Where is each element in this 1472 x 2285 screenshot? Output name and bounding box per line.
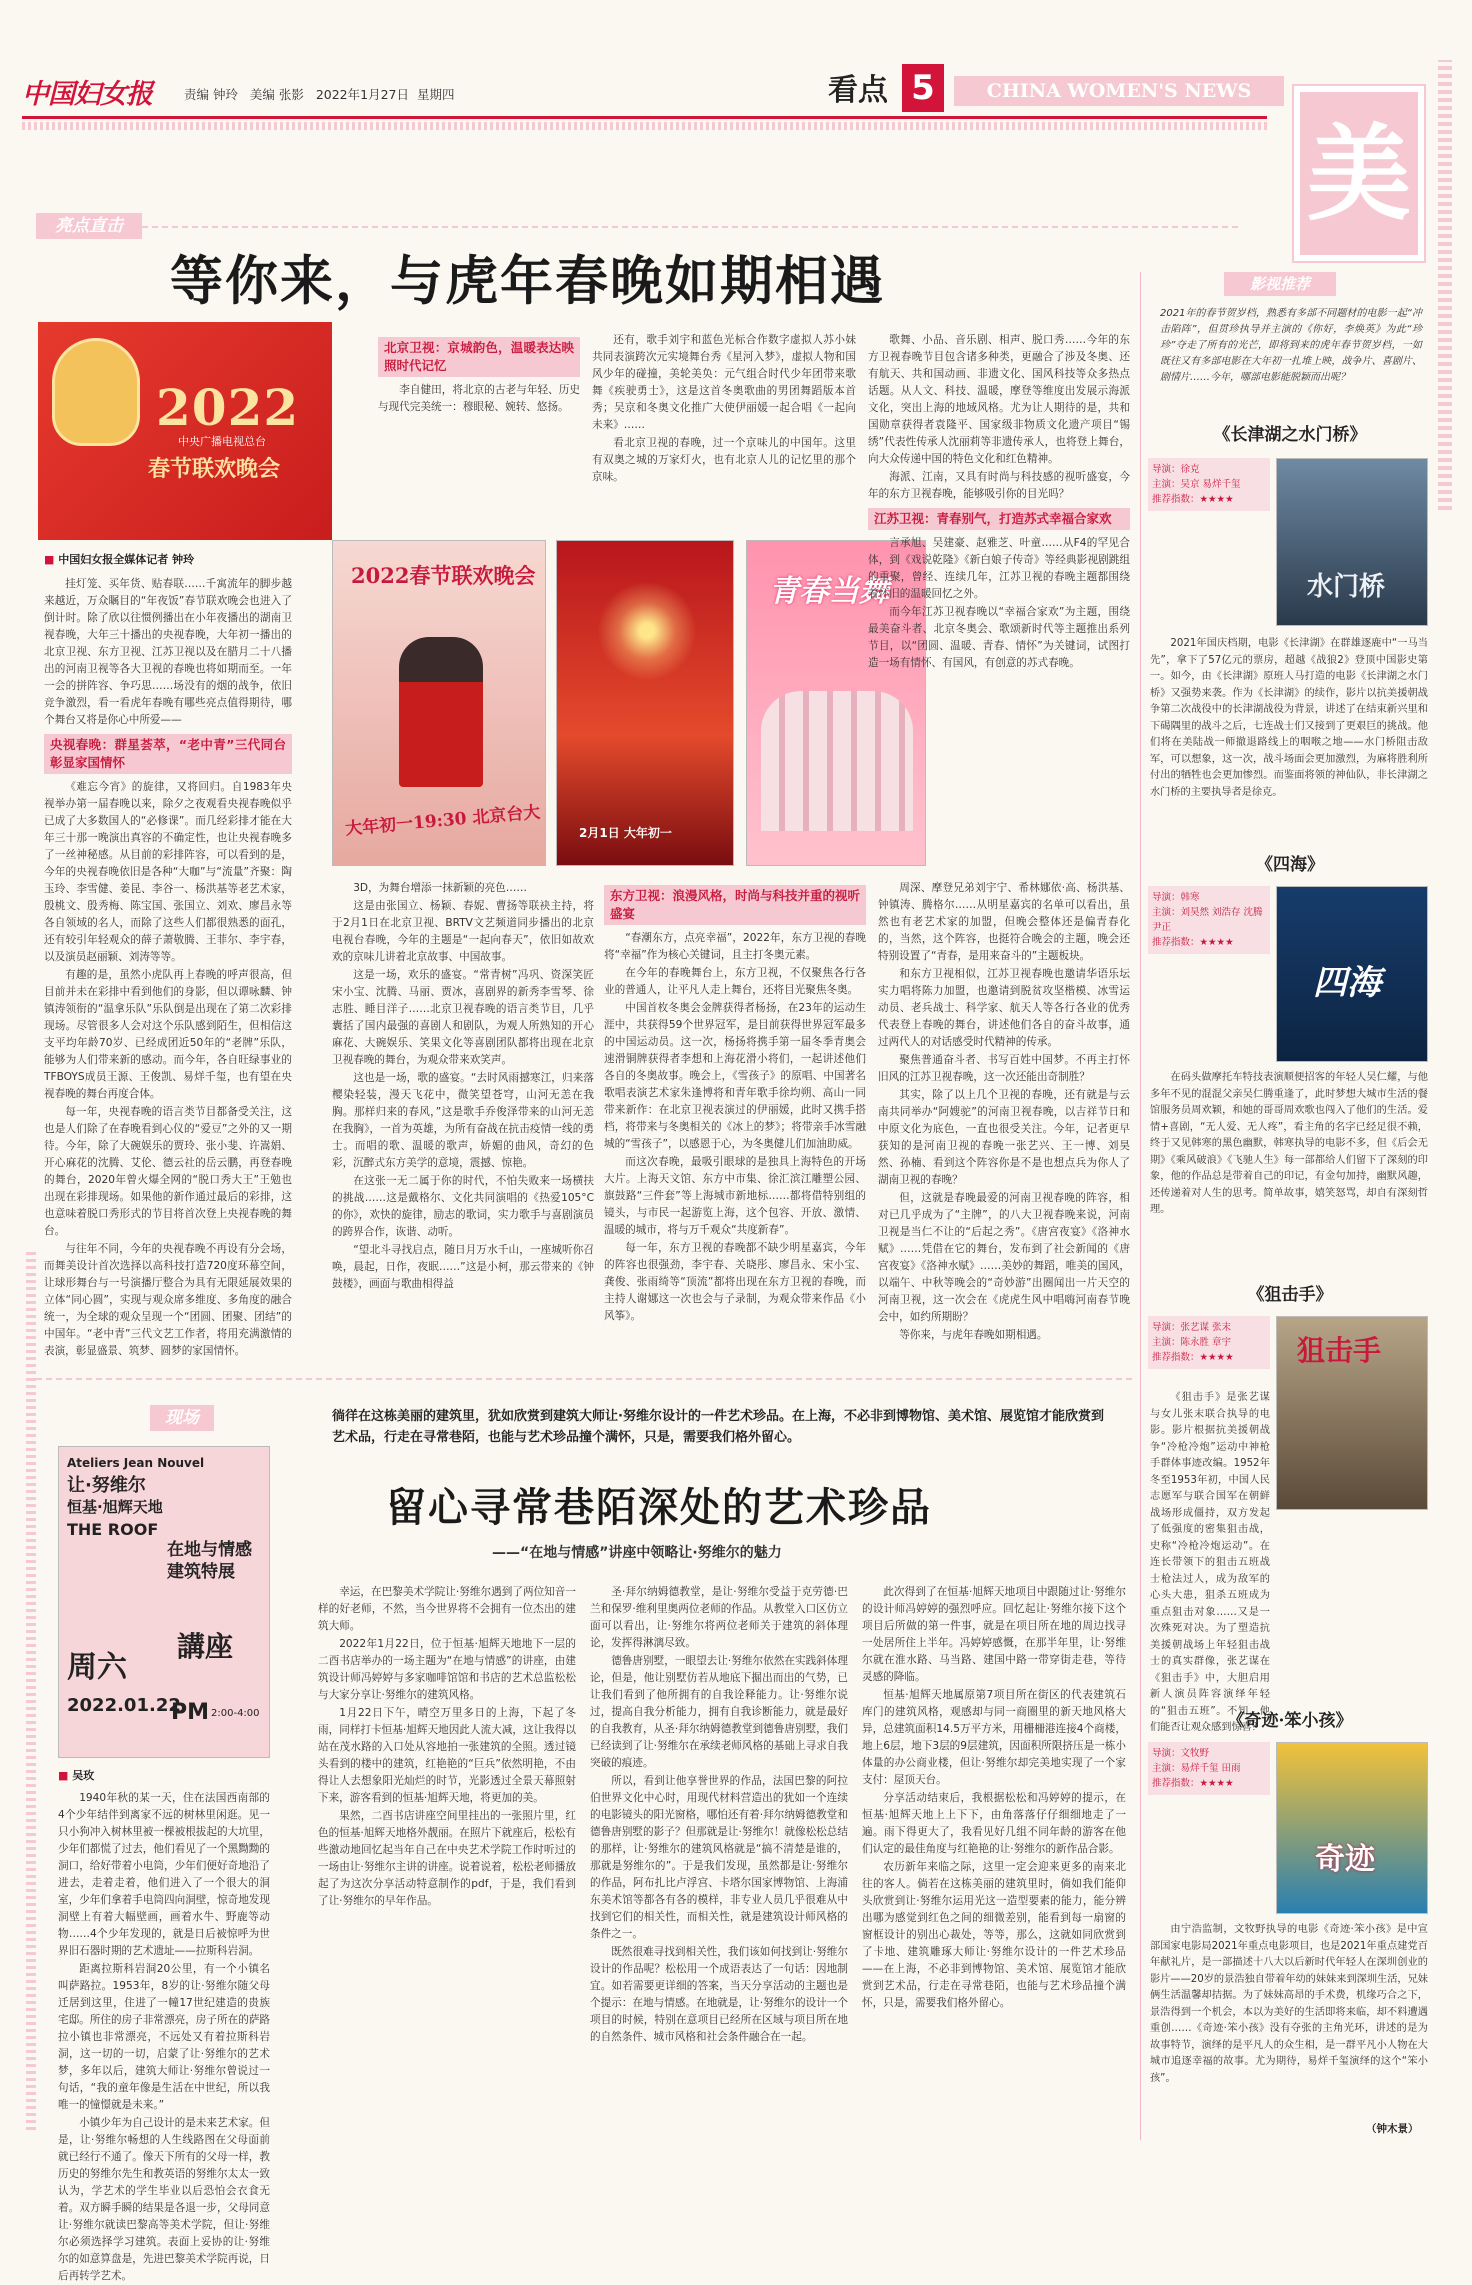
movie-3-stars: ★★★★ (1199, 1352, 1234, 1363)
poster-brand: Ateliers Jean Nouvel (67, 1456, 205, 1470)
dragon-tv-poster-footer: 2月1日 大年初一 (579, 826, 672, 840)
movie-3-title: 《狙击手》 (1247, 1284, 1333, 1305)
top-para-14: “望北斗寻找启点，随日月万水千山，一座城听你召唤，晨起，日作，夜眠……”这是小柯，那云带来的《钟鼓楼》，画面与歌曲相得益 (332, 1244, 594, 1290)
bottom-para-6: 1月22日下午，晴空万里多日的上海，下起了冬雨，同样打卡恒基·旭辉天地因此人流大减，这让我得以站在茂水路的入口处从容地拍一张建筑的全照。透过镜头看到的楼中的建筑，红艳艳的“巨兵”依然明艳，不由得让人去想象阳光灿烂的时节，光影透过全景天幕照射下来，游客看到的恒基·旭辉天地，将更加的美。 (318, 1707, 576, 1804)
top-subhead-2: 北京卫视：京城韵色，温暖表达映照时代记忆 (378, 337, 580, 377)
top-para-4: 每一年，央视春晚的语言类节目都备受关注，这也是人们除了在春晚看到心仪的“爱豆”之外的又一期待。今年，除了大碗娱乐的贾玲、张小斐、许嵩娟、开心麻花的沈腾、艾伦、德云社的岳云鹏，再登春晚的舞台，2020年曾火爆全网的“脱口秀大王”王勉也出现在彩排现场。如果他的新作通过最后的彩排，这也意味着脱口秀形式的节目将首次登上央视春晚的舞台。 (44, 1106, 292, 1237)
movie-4-summary: 由宁浩监制，文牧野执导的电影《奇迹·笨小孩》是中宣部国家电影局2021年重点电影项目，也是2021年重点建党百年献礼片，是一部描述十八大以后新时代年轻人在深圳创业的影片——20岁的景浩独自带着年幼的妹妹来到深圳生活，兄妹俩生活温馨却拮据。为了妹妹高昂的手术费，机缘巧合之下，景浩得到一个机会，本以为美好的生活即将来临，却不料遭遇重创……《奇迹·笨小孩》没有夺张的主角光环，讲述的是为故事特节，演绎的是平凡人的众生相，是一群平凡小人物在大城市追逐幸福的故事。尤为期待，易烊千玺演绎的这个“笨小孩”。 (1150, 1924, 1428, 2084)
top-para-8: 看北京卫视的春晚，过一个京味儿的中国年。这里有双奥之城的万家灯火，也有北京人儿的记忆里的那个京味。 (592, 437, 856, 483)
movie-3-director: 导演：张艺谋 张末 (1152, 1322, 1232, 1333)
top-para-21: 海派、江南，又具有时尚与科技感的视听盛宴，今年的东方卫视春晚，能够吸引你的目光吗？ (868, 471, 1130, 500)
top-col-3-lower (604, 880, 866, 1358)
movie-3-cast: 主演：陈永胜 章宇 (1152, 1337, 1232, 1348)
poster-date: 2022.01.22 (67, 1695, 181, 1716)
top-para-7: 还有，歌手刘宇和蓝色光标合作数字虚拟人苏小妹共同表演跨次元实境舞台秀《星河入梦》，虚拟人物和国风少年的碰撞，美轮美奂：元气组合时代少年团带来歌舞《疾驶勇士》，这是这首冬奥歌曲的男团舞蹈版本首秀；吴京和冬奥文化推广大使伊丽媛一起合唱《一起向未来》…… (592, 334, 856, 431)
top-para-22: 言承旭、吴建豪、赵雅芝、叶童……从F4的罕见合体，到《戏说乾隆》《新白娘子传奇》等经典影视剧跳组的重聚，曾经、连续几年，江苏卫视的春晚主题都围绕着怀旧的温暖回忆之外。 (868, 537, 1130, 600)
movie-4-cast: 主演：易烊千玺 田雨 (1152, 1763, 1241, 1774)
movie-1-poster (1276, 458, 1428, 626)
bottom-para-9: 德鲁唐别墅，一眼望去让·努维尔依然在实践斜体理论，但是，他让别墅仿若从地底下掘出而出的气势，已让我们看到了他所拥有的自我诠释能力。让·努维尔说过，提高自我分析能力，拥有自我诊断能力，就是最好的自我教育，从圣·拜尔纳姆德教堂到德鲁唐别墅，我们已经读到了让·努维尔在承续老师风格的基础上寻求自我突破的痕迹。 (590, 1655, 848, 1769)
bottom-para-10: 所以，看到让他享誉世界的作品，法国巴黎的阿拉伯世界文化中心时，用现代材料营造出的犹如一个连续的电影镜头的阳光窗格，哪怕还有着·拜尔纳姆德教堂和德鲁唐别墅的影子？但那就是让·努维尔！就像松松总结的那样，让·努维尔的建筑风格就是“搞不清楚是谁的，那就是努维尔的”。于是我们发现，虽然都是让·努维尔的作品，阿布扎比卢浮宫、卡塔尔国家博物馆、上海浦东美术馆等都各有各的模样，非专业人员几乎很难从中找到它们的相关性，而相关性，就是建筑设计师风格的条件之一。 (590, 1775, 848, 1940)
english-masthead: CHINA WOMEN'S NEWS (954, 76, 1284, 106)
fireworks-icon (597, 581, 697, 681)
top-col-2-lower (332, 880, 594, 1358)
top-section-tag: 亮点直击 (36, 213, 142, 239)
movie-1-stars: ★★★★ (1199, 494, 1234, 505)
movie-3-poster (1276, 1316, 1428, 1510)
top-para-24: 周深、摩登兄弟刘宇宁、希林娜依·高、杨洪基、钟镇涛、腾格尔……从明星嘉宾的名单可以看出，虽然也有老艺术家的加盟，但晚会整体还是偏青春化的，当然，这个阵容，也挺符合晚会的主题，晚会还特别设置了“青春，是用来奋斗的”主题板块。 (878, 882, 1130, 962)
bottom-col-1 (58, 1790, 270, 2282)
movie-3-summary: 《狙击手》是张艺谋与女儿张末联合执导的电影。影片根据抗美援朝战争“冷枪冷炮”运动中神枪手群体事迹改编。1952年冬至1953年初，中国人民志愿军与联合国军在朝鲜战场形成僵持，双方发起了低强度的密集狙击战，史称“冷枪冷炮运动”。在连长带领下的狙击五班战士枪法过人，成为敌军的心头大患，狙杀五班成为重点狙击对象……又是一次殊死对决。为了塑造抗美援朝战场上年轻狙击战士的真实群像，张艺谋在《狙击手》中，大胆启用新人演员阵容演绎年轻的“狙击五班”。不知，他们能否让观众感到惊喜？ (1150, 1392, 1270, 1733)
sidebar-byline: （钟木景） (1366, 2123, 1419, 2135)
bottom-para-2: 距离拉斯科岩洞20公里，有一个小镇名叫萨路拉。1953年，8岁的让·努维尔随父母迁居到这里，住进了一幢17世纪建造的贵族宅邸。所住的房子非常漂亮，房子所在的萨路拉小镇也非常漂亮，不远处又有着拉斯科岩洞，这一切的一切，启蒙了让·努维尔的艺术梦，多年以后，建筑大师让·努维尔曾说过一句话，“我的童年像是生活在中世纪，所以我唯一的憧憬就是未来。” (58, 1963, 270, 2111)
top-subhead-3: 东方卫视：浪漫风格，时尚与科技并重的视听盛宴 (604, 885, 866, 925)
sidebar-intro: 2021年的春节贺岁档，熟悉有多部不同题材的电影一起“冲击陷阵”，但贯珍执导并主演的《你好，李焕英》为此“珍珍”夺走了所有的光芒，即将到来的虎年春节贺岁档，一如既往又有多部电影在大年初一扎堆上映，战争片、喜剧片、剧情片……今年，哪部电影能脱颖而出呢？ (1160, 308, 1422, 383)
beauty-char: 美 (1306, 111, 1411, 235)
top-byline: ■ 中国妇女报全媒体记者 钟玲 (44, 553, 195, 566)
bottom-para-5: 2022年1月22日，位于恒基·旭辉天地地下一层的二酉书店举办的一场主题为“在地与情感”的讲座，由建筑设计师冯婷婷与多家咖啡馆馆和书店的艺术总监松松与大家分享让·努维尔的建筑风格。 (318, 1638, 576, 1701)
top-para-13: 在这张一无二属于你的时代，不怕失败来一场横扶的挑战……这是戴格尔、文化共同演唱的《热爱105°C的你》，欢快的旋律，励志的歌词，实力歌手与喜剧演员的跨界合作，诙谐、动听。 (332, 1175, 594, 1238)
issue-weekday: 星期四 (416, 87, 455, 102)
bottom-para-12: 此次得到了在恒基·旭辉天地项目中跟随过让·努维尔的设计师冯婷婷的强烈呼应。回忆起让·努维尔接下这个项目后所做的第一件事，就是在项目所在地的周边找寻一处居所住上半年。冯婷婷感慨，在那半年里，让·努维尔就在淮水路、马当路、建国中路一带穿街走巷，等待灵感的降临。 (862, 1586, 1126, 1683)
top-para-6: 李自健田，将北京的古老与年轻、历史与现代完美统一：穆眼秘、婉转、悠扬。 (378, 384, 580, 413)
bottom-subhead: ——“在地与情感”讲座中领略让·努维尔的魅力 (492, 1545, 782, 1561)
bottom-para-15: 农历新年来临之际，这里一定会迎来更多的南来北往的客人。倘若在这栋美丽的建筑里时，倘如我们能仰头欣赏到让·努维尔运用光这一造型要素的能力，能分辨出哪为感觉到红色之间的细微差别，能看到每一扇窗的窗框设计的别出心裁处，等等，那么，这就如同欣赏到了卡地、建筑雕琢大师让·努维尔设计的一件艺术珍品——在上海，不必非到博物馆、美术馆、展览馆才能欣赏到艺术品，行走在寻常巷陌，也能与艺术珍品撞个满怀，只是，需要我们格外留心。 (862, 1861, 1126, 2009)
section-name: 看点 (828, 73, 888, 108)
movie-3-rating-label: 推荐指数： (1152, 1352, 1200, 1363)
movie-4-stars: ★★★★ (1199, 1778, 1234, 1789)
right-edge-stripes (1438, 60, 1452, 510)
tiger-mascot-icon (52, 338, 140, 446)
movie-2-summary: 在码头做摩托车特技表演顺便招客的年轻人吴仁耀，与他多年不见的混混父亲吴仁腾重逢了，此时梦想大城市生活的餐馆服务员周欢颖，和她的哥哥周欢歌也闯入了他们的生活。爱情+喜剧，“无人爱、无人疼”，看主角的名字已经足很不赖，终于又见韩寒的黑色幽默，韩寒执导的电影不多，但《后会无期》《乘风破浪》《飞驰人生》每一部都给人们留下了深刻的印象，他的作品总是带着自己的印记，有金句加持，幽默风趣，还传递着对人生的思考。简单故事，嬉笑怒骂，却自有深刻哲理。 (1150, 1072, 1428, 1215)
movie-2-poster-title: 四海 (1313, 963, 1381, 1003)
movie-2-title: 《四海》 (1256, 854, 1324, 875)
top-subhead-1: 央视春晚：群星荟萃，“老中青”三代同台彰显家国情怀 (44, 734, 292, 774)
top-para-2: 《难忘今宵》的旋律，又将回归。自1983年央视举办第一届春晚以来，除夕之夜观看央视春晚似乎已成了大多数国人的“必修课”。而几经彩排才能在大年三十那一晚演出真容的不确定性，也让央视春晚多了一丝神秘感。从目前的彩排阵容，可以看到的是，今年的央视春晚依旧是各种“大咖”与“流量”齐聚：陶玉玲、李雪健、姜昆、李谷一、杨洪基等老艺术家，殷桃文、殷秀梅、陈宝国、张国立、刘欢、廖昌永等各自领域的名人，而除了这些人们都很熟悉的面孔，还有较引年轻观众的薛子萧敬腾、王菲尔、李宇春，以及演员赵丽颖、刘涛等等。 (44, 781, 292, 963)
movie-3-info (1148, 1316, 1270, 1369)
bottom-para-1: 1940年秋的某一天，住在法国西南部的4个少年结伴到离家不远的树林里闲逛。见一只小狗冲入树林里被一棵被根拔起的大坑里，少年们都慌了过去，他们看见了一个黑黝黝的洞口，给好带着小电筒，少年们便好奇地沿了进去，走着走着，他们进入了一个很大的洞室，少年们拿着手电筒四向洞壁，惊奇地发现洞壁上有着大幅壁画，画着水牛、野鹿等动物……4个少年发现的，就是日后被惊呼为世界旧石器时期的艺术遗址——拉斯科岩洞。 (58, 1792, 270, 1957)
poster-broadcaster: 中央广播电视总台 (178, 435, 266, 448)
bottom-para-4: 幸运，在巴黎美术学院让·努维尔遇到了两位知音一样的好老师，不然，当今世界将不会拥有一位杰出的建筑大师。 (318, 1586, 576, 1632)
top-para-27: 其实，除了以上几个卫视的春晚，还有就是与云南共同举办“阿嫂驼”的河南卫视春晚，以吉祥节日和中原文化为底色，一直也很受关注。今年，记者更早获知的是河南卫视的春晚一张艺兴、王一博、刘昊然、孙楠、看到这个阵容你是不是也想点兵为你人了湖南卫视的春晚？ (878, 1089, 1130, 1186)
top-subhead-4: 江苏卫视：青春别气，打造苏式幸福合家欢 (868, 508, 1130, 530)
poster-day: 周六 (67, 1650, 127, 1685)
bottom-para-13: 恒基·旭辉天地属原第7项目所在街区的代表建筑石库门的建筑风格，观感却与同一商圈里的新天地风格大异，总建筑面积14.5万平方米，用栅柵港连接4个商楼，地上6层，地下3层的9层建筑，因面积所限挤压是一栋小体量的办公商业楼，但让·努维尔却完美地实现了一个家支付：屋顶天台。 (862, 1689, 1126, 1786)
top-para-18: 而这次春晚，最吸引眼球的是独具上海特色的开场大片。上海天文馆、东方中市集、徐汇滨江雕塑公园、旗鼓路“三件套”等上海城市新地标……都将借特别组的镜头，与市民一起游览上海，这个包容、开放、激情、温暖的城市，将与万千观众“共度新春”。 (604, 1156, 866, 1236)
bottom-para-8: 圣·拜尔纳姆德教堂，是让·努维尔受益于克劳德·巴兰和保罗·维利里奥两位老师的作品。从教堂入口区仿立面可以看出，让·努维尔将两位老师关于建筑的斜体理论，发挥得淋漓尽致。 (590, 1586, 848, 1649)
top-col-4-upper (868, 332, 1130, 866)
section-separator (36, 1378, 1136, 1380)
top-col-1 (44, 576, 292, 1358)
page-number: 5 (902, 64, 944, 112)
top-para-16: 在今年的春晚舞台上，东方卫视，不仅聚焦各行各业的普通人，让平凡人走上舞台，还将目光聚焦冬奥。 (604, 967, 866, 996)
jiangsu-poster-title: 青春当舞 (769, 574, 889, 609)
movie-2-info (1148, 886, 1270, 954)
top-para-28: 但，这就是春晚最爱的河南卫视春晚的阵容，相对已几乎成为了“主牌”，的八大卫视春晚来说，河南卫视是当仁不让的“后起之秀”。《唐宫夜宴》《洛神水赋》……凭借在它的舞台，发布到了社会新闻的《唐宫夜宴》《洛神水赋》……美妙的舞蹈，唯美的国风，以端午、中秋等晚会的“奇妙游”出圈闻出一片天空的河南卫视，这一次会在《虎虎生风中唱嗨河南春节晚会中，如约所期盼？ (878, 1192, 1130, 1323)
beauty-seal (1294, 86, 1424, 261)
movie-4-title: 《奇迹·笨小孩》 (1227, 1710, 1353, 1731)
brtv-poster (332, 540, 546, 866)
top-para-25: 和东方卫视相似，江苏卫视春晚也邀请华语乐坛实力唱将陈力加盟，也邀请到脱贫攻坚楷模、冰雪运动员、老兵战士、科学家、航天人等各行各业的优秀代表登上春晚的舞台，讲述他们各自的奋斗故事，通过两代人的对话感受时代精神的传承。 (878, 968, 1130, 1048)
brtv-poster-footer: 大年初一19:30 北京台大 (344, 802, 542, 840)
top-para-15: “春潮东方，点亮幸福”，2022年，东方卫视的春晚将“幸福”作为核心关键词，且主打冬奥元素。 (604, 932, 866, 961)
top-para-10: 这是由张国立、杨颖、春妮、曹扬等联袂主持，将于2月1日在北京卫视、BRTV文艺频道同步播出的北京电视台春晚，今年的主题是“一起向春天”，依旧如故欢欢的京味儿讲着北京故事、中国故事。 (332, 900, 594, 963)
poster-pm: PM (171, 1700, 210, 1725)
poster-talk: 講座 (177, 1630, 234, 1663)
bottom-para-7: 果然，二酉书店讲座空间里挂出的一张照片里，红色的恒基·旭辉天地格外靓丽。在照片下就座后，松松有些激动地回忆起当年自己在中央艺术学院工作时听过的一场由让·努维尔主讲的讲座。说着说着，松松老师播放起了为这次分享活动特意制作的pdf，于是，我们看到了让·努维尔的早年作品。 (318, 1810, 576, 1907)
top-para-3: 有趣的是，虽然小虎队再上春晚的呼声很高，但目前并未在彩排中看到他们的身影，但以谭咏麟、钟镇涛领衔的“温拿乐队”乐队倒是出现在了第二次彩排现场。尽管很多人会对这个乐队感到陌生，但相信这支平均年龄70岁、已经成团近50年的“老牌”乐队，能够为人们带来新的感动。而今年，各自旺绿事业的TFBOYS成员王源、王俊凯、易烊千玺，也有望在央视春晚的舞台再度合体。 (44, 969, 292, 1100)
dragon-tv-poster (556, 540, 734, 866)
top-para-29: 等你来，与虎年春晚如期相遇。 (899, 1329, 1048, 1341)
bottom-byline: ■ 吴玫 (58, 1769, 95, 1782)
poster-year: 2022 (156, 378, 300, 437)
top-para-12: 这也是一场，歌的盛宴。“去时风雨撼寒江，归来落樱染轻装，漫天飞花中，微笑望苍穹，山河无恙在我胸。那样归来的春风，”这是歌手乔俊泽带来的山河无恙在我胸》，一首为英雄，为所有奋战在抗击疫情一线的勇士。而唱的歌、温暖的歌声，娇媚的曲风，奇幻的色彩，沉醉式东方美学的意境，震撼、惊艳。 (332, 1072, 594, 1169)
bottom-para-3: 小镇少年为自己设计的是未来艺术家。但是，让·努维尔畅想的人生线路图在父母面前就已经行不通了。像天下所有的父母一样，教历史的努维尔先生和教英语的努维尔太太一致认为，学艺术的学生毕业以后恐怕会衣食无着。双方瞬手瞬的结果是各退一步，父母同意让·努维尔就读巴黎高等美术学院，但让·努维尔必须选择学习建筑。表面上妥协的让·努维尔的如意算盘是，先进巴黎美术学院再说，日后再转学艺术。 (58, 2117, 270, 2282)
top-col-4-lower (878, 880, 1130, 1358)
nouvel-exhibit-poster (58, 1446, 270, 1758)
masthead-logo: 中国妇女报 (22, 79, 152, 110)
issue-date: 2022年1月27日 (315, 87, 409, 102)
masthead-stripes (22, 122, 1267, 130)
gala-poster (38, 322, 332, 540)
movie-2-poster (1276, 886, 1428, 1062)
top-para-1: 挂灯笼、买年货、贴春联……千寓流年的脚步越来越近，万众瞩目的“年夜饭”春节联欢晚会也进入了倒计时。除了欣以往惯例播出在小年夜播出的湖南卫视春晚，大年三十播出的央视春晚，大年初一播出的北京卫视、东方卫视、江苏卫视以及在腊月二十八播出的河南卫视等各大卫视的春晚也将如期而至。一年一会的拼阵容、争巧思……场没有的烟的战争，依旧竞争激烈，看一看虎年春晚有哪些亮点值得期待，哪个舞台又将是你心中所爱—— (44, 578, 292, 726)
top-para-17: 中国首枚冬奥会金牌获得者杨扬，在23年的运动生涯中，共获得59个世界冠军，是目前获得世界冠军最多的中国运动员。这一次，杨扬将携手第一届冬季青奥会速滑铜牌获得者李想和上海花滑小将们，一起讲述他们各自的冬奥故事。晚会上，《雪孩子》的原唱、中国著名歌唱表演艺术家朱逢博将和青年歌手徐均朔、高山一同带来新作：在北京卫视表演过的伊丽媛，此时又携手搭档，将带来与冬奥相关的《冰上的梦》；将带亲手冰雪融城的“雪孩子”，以感恩于心，为冬奥健儿们加油助威。 (604, 1002, 866, 1150)
top-para-23: 而今年江苏卫视春晚以“幸福合家欢”为主题，围绕最美奋斗者、北京冬奥会、歌颂新时代等主题推出系列节目，以“团圆、温暖、青春、情怀”为关键词，试图打造一场有情怀、有国风，有创意的苏式春晚。 (868, 606, 1130, 669)
bottom-lede: 徜徉在这栋美丽的建筑里，犹如欣赏到建筑大师让·努维尔设计的一件艺术珍品。在上海，不必非到博物馆、美术馆、展览馆才能欣赏到艺术品，行走在寻常巷陌，也能与艺术珍品撞个满怀，只是，需要我们格外留心。 (332, 1409, 1104, 1445)
editor-credit: 责编 钟玲 (184, 87, 238, 102)
poster-roof: THE ROOF (67, 1520, 159, 1539)
top-para-5: 与往年不同，今年的央视春晚不再设有分会场，而舞美设计首次选择以高科技打造720度环幕空间，让球形舞台与一号演播厅整合为具有无限延展效果的立体“同心圆”，实现与观众席多维度、多角度的融合统一，为全球的观众呈现一个“团圆、团聚、团结”的中国年。“老中青”三代文艺工作者，将用充满激情的表演，彰显盛景、筑梦、圆梦的家国情怀。 (44, 1243, 292, 1357)
top-para-20: 歌舞、小品、音乐剧、相声、脱口秀……今年的东方卫视春晚节目包含诸多种类，更融合了涉及冬奥、还有航天、共和国动画、非遗文化、国风科技等众多热点话题。从人文、科技、温暖，摩登等维度出发展示海派文化，突出上海的地域风格。尤为让人期待的是，共和国勋章获得者袁隆平、国家级非物质文化遗产项目“锡绣”代表性传承人沈丽莉等非遗传承人，也将登上舞台，向大众传递中国的特色文化和红色精神。 (868, 334, 1130, 465)
poster-exhibition: 在地与情感 建筑特展 (167, 1540, 252, 1582)
top-para-19: 每一年，东方卫视的春晚都不缺少明星嘉宾，今年的阵容也很强劲，李宇春、关晓彤、廖昌永、宋小宝、龚俊、张雨绮等“顶流”都将出现在东方卫视的春晚，而主持人谢娜这一次也会与子录制，为观众带来作品《小风筝》。 (604, 1242, 866, 1322)
movie-3-summary-cont (1150, 1516, 1428, 1692)
top-col-2-upper (378, 332, 580, 522)
bottom-para-14: 分享活动结束后，我根据松松和冯婷婷的提示，在恒基·旭辉天地上上下下，由角落落仔仔细细地走了一遍。雨下得更大了，我看见好几组不同年龄的游客在他们认定的最佳角度与红艳艳的让·努维尔的新作品合影。 (862, 1792, 1126, 1855)
brtv-poster-title: 2022春节联欢晚会 (351, 563, 536, 588)
masthead-credits (184, 86, 454, 104)
movie-2-stars: ★★★★ (1199, 937, 1234, 948)
movie-1-poster-title: 水门桥 (1307, 572, 1386, 602)
movie-1-director: 导演：徐克 (1152, 464, 1200, 475)
bottom-section-tag: 现场 (150, 1405, 214, 1431)
movie-1-summary: 2021年国庆档期，电影《长津湖》在群雄逐鹿中“一马当先”，拿下了57亿元的票房，超越《战狼2》登顶中国影史第一。如今，由《长津湖》原班人马打造的电影《长津湖之水门桥》又强势来袭。作为《长津湖》的续作，影片以抗美援朝战争第二次战役中的长津湖战役为背景，讲述了在结束新兴里和下碣隅里的战斗之后，七连战士们又接到了更艰巨的挑战。他们将在美陆战一师撤退路线上的咽喉之地——水门桥阻击敌军，可以想象，这一次，战斗场面会更加激烈，为麻将胜利所付出的牺牲也会更加惨烈。而鉴面将领的神仙队，非长津湖之水门桥的主要执导者是徐克。 (1150, 638, 1428, 798)
masthead-rule (22, 116, 1267, 119)
movie-4-poster-title: 奇迹 (1315, 1842, 1375, 1877)
movie-4-director: 导演：文牧野 (1152, 1748, 1210, 1759)
movie-1-rating-label: 推荐指数： (1152, 494, 1200, 505)
top-para-9: 3D，为舞台增添一抹新颖的亮色…… (353, 882, 527, 894)
top-para-11: 这是一场，欢乐的盛宴。“常青树”冯巩、资深笑匠宋小宝、沈腾、马丽、贾冰，喜剧界的新秀李雪琴、徐志胜、睡目洋子……北京卫视春晚的语言类节目，几乎囊括了国内最强的喜剧人和剧队，为观人所熟知的开心麻花、大碗娱乐、笑果文化等喜剧团队都将出现在北京卫视春晚的舞台，为观众带来欢笑声。 (332, 969, 594, 1066)
bottom-col-2 (318, 1584, 576, 2130)
bottom-col-3 (590, 1584, 848, 2130)
sidebar-tag: 影视推荐 (1224, 272, 1336, 296)
bottom-headline: 留心寻常巷陌深处的艺术珍品 (386, 1484, 932, 1531)
movie-1-title: 《长津湖之水门桥》 (1213, 424, 1367, 445)
top-tag-rule (142, 226, 1242, 228)
movie-2-cast: 主演：刘昊然 刘浩存 沈腾 尹正 (1152, 907, 1263, 933)
left-edge-stripes (26, 1250, 36, 2130)
movie-4-info (1148, 1742, 1270, 1795)
designer-credit: 美编 张影 (249, 87, 304, 102)
top-headline: 等你来，与虎年春晚如期相遇 (170, 250, 885, 312)
poster-gala-name: 春节联欢晚会 (148, 457, 281, 482)
bottom-col-4 (862, 1584, 1126, 2130)
movie-4-rating-label: 推荐指数： (1152, 1778, 1200, 1789)
top-col-3-upper (592, 332, 856, 522)
movie-1-info (1148, 458, 1270, 511)
movie-3-poster-title: 狙击手 (1297, 1334, 1382, 1367)
poster-venue: 恒基·旭辉天地 (67, 1498, 163, 1516)
movie-4-poster (1276, 1742, 1428, 1914)
top-para-26: 聚焦普通奋斗者、书写百姓中国梦。不再主打怀旧风的江苏卫视春晚，这一次还能出奇制胜？ (878, 1054, 1130, 1083)
host-couple-figure (399, 637, 483, 787)
movie-2-rating-label: 推荐指数： (1152, 937, 1200, 948)
poster-time: 2:00-4:00 (211, 1708, 260, 1719)
bottom-para-11: 既然很难寻找到相关性，我们该如何找到让·努维尔设计的作品呢？松松用一个成语表达了一句话：因地制宜。如若需要更详细的答案，当天分享活动的主题也是个提示：在地与情感。在地就是，让·努维尔的设计一个项目的时候，特别在意项目已经所在区域与项目所在地的自然条件、城市风格和社会条件融合在一起。 (590, 1946, 848, 2043)
movie-1-cast: 主演：吴京 易烊千玺 (1152, 479, 1241, 490)
movie-2-director: 导演：韩寒 (1152, 892, 1200, 903)
poster-architect: 让·努维尔 (67, 1475, 146, 1496)
